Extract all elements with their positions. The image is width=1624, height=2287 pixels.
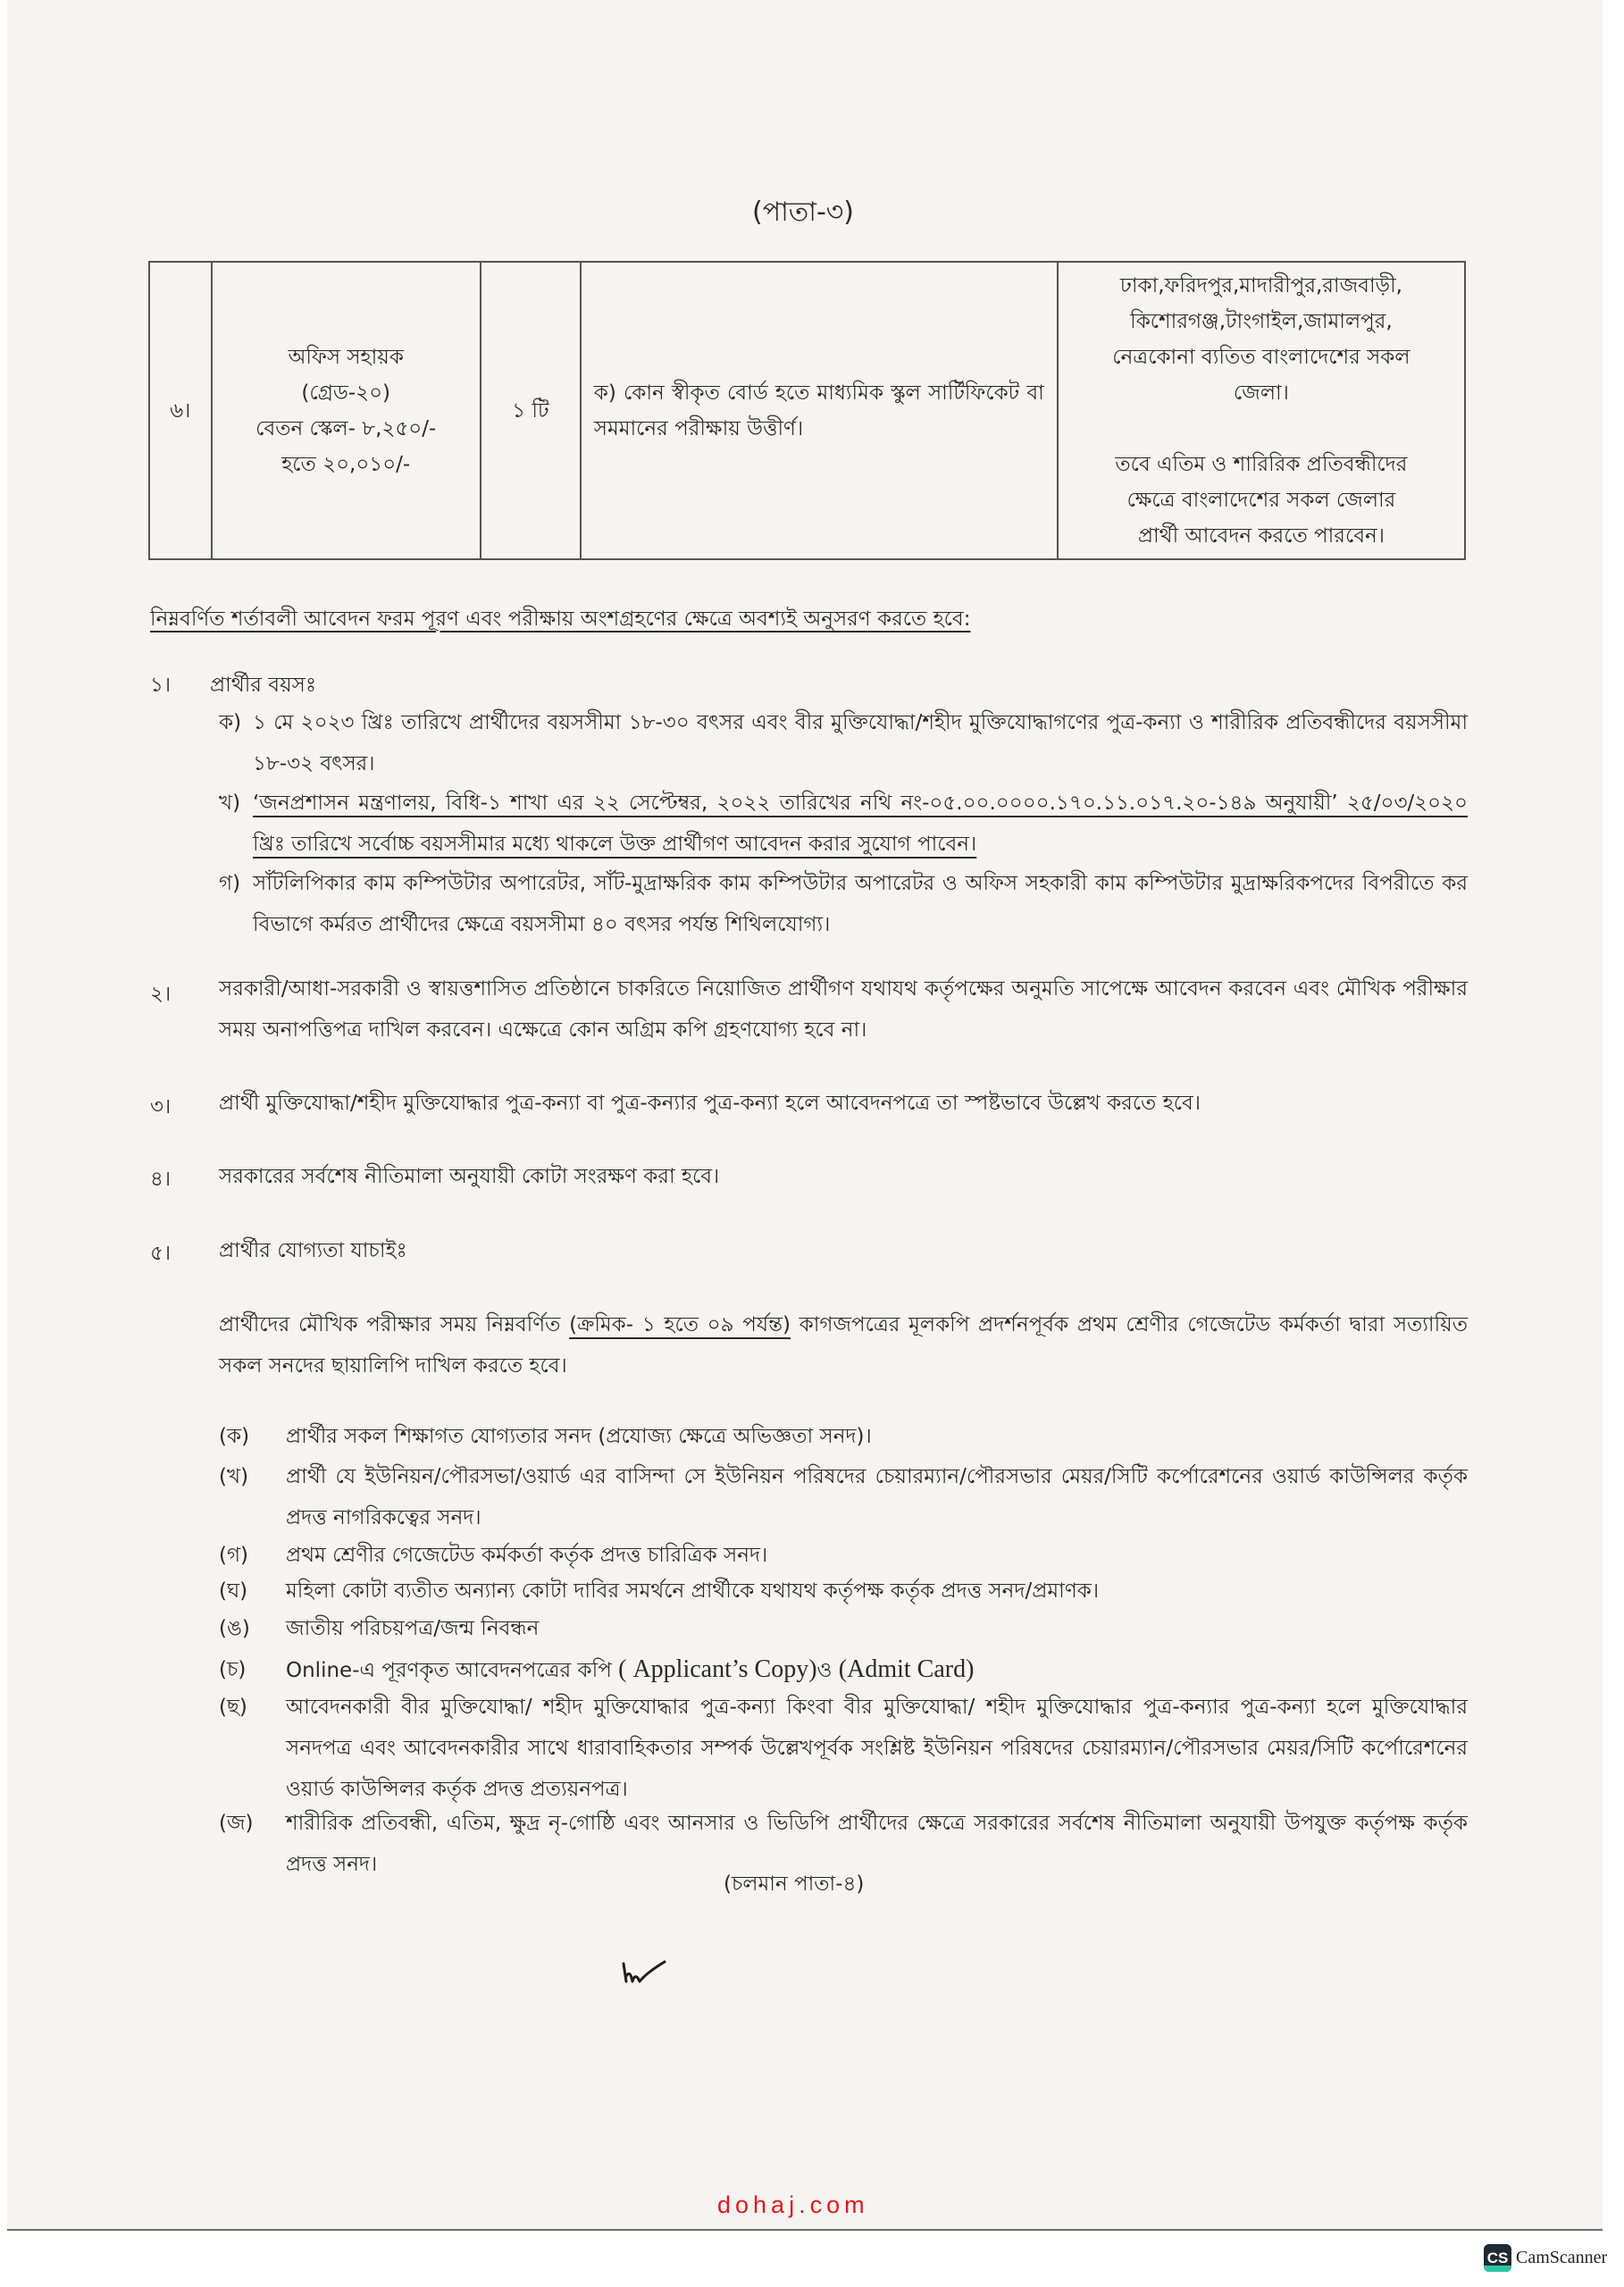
qualification-cell: ক) কোন স্বীকৃত বোর্ড হতে মাধ্যমিক স্কুল সার্টিফিকেট বা সমমানের পরীক্ষায় উত্তীর্ণ।: [581, 262, 1058, 559]
item-text: সরকারের সর্বশেষ নীতিমালা অনুযায়ী কোটা সংরক্ষণ করা হবে।: [219, 1165, 720, 1188]
doc-label: (গ): [219, 1544, 249, 1567]
doc-text-part: Online-এ পূরণকৃত আবেদনপত্রের কপি: [286, 1659, 612, 1682]
signature-mark: [616, 1956, 679, 1992]
item-number: ৪।: [150, 1168, 172, 1191]
district-line: ক্ষেত্রে বাংলাদেশের সকল জেলার: [1126, 488, 1396, 512]
doc-label: (ছ): [219, 1696, 247, 1719]
doc-label: (চ): [219, 1658, 247, 1681]
doc-label: (খ): [219, 1465, 249, 1488]
item-number: ১।: [150, 674, 172, 697]
item-number: ৩।: [150, 1095, 172, 1118]
pay-scale-line-1: বেতন স্কেল- ৮,২৫০/-: [255, 416, 437, 440]
post-cell: [212, 262, 481, 559]
district-line: ঢাকা,ফরিদপুর,মাদারীপুর,রাজবাড়ী,: [1119, 273, 1402, 297]
serial-cell: ৬।: [149, 262, 212, 559]
district-line: কিশোরগঞ্জ,টাংগাইল,জামালপুর,: [1130, 309, 1393, 333]
district-line: জেলা।: [1233, 381, 1289, 405]
sub-label: ক): [219, 711, 242, 734]
doc-text-part: ও: [816, 1659, 833, 1682]
page-number: (পাতা-৩): [752, 197, 855, 228]
doc-text: প্রথম শ্রেণীর গেজেটেড কর্মকর্তা কর্তৃক প্রদত্ত চারিত্রিক সনদ।: [286, 1544, 768, 1567]
watermark-text: dohaj.com: [717, 2191, 869, 2218]
item-intro: [219, 1304, 1468, 1386]
district-line: তবে এতিম ও শারিরিক প্রতিবন্ধীদের: [1115, 452, 1408, 476]
quantity-cell: ১ টি: [481, 262, 581, 559]
sub-item-text: সাঁটলিপিকার কাম কম্পিউটার অপারেটর, সাঁট-মুদ্রাক্ষরিক কাম কম্পিউটার অপারেটর ও অফিস সহকারী কাম কম্পিউটার মুদ্রাক্ষরিকপদের বিপরীতে কর বিভাগে কর্মরত প্রার্থীদের ক্ষেত্রে বয়সসীমা ৪০ বৎসর পর্যন্ত শিথিলযোগ্য।: [253, 872, 1468, 936]
doc-text: জাতীয় পরিচয়পত্র/জন্ম নিবন্ধন: [286, 1617, 540, 1640]
district-line: নেত্রকোনা ব্যতিত বাংলাদেশের সকল: [1112, 345, 1411, 369]
doc-text: প্রার্থীর সকল শিক্ষাগত যোগ্যতার সনদ (প্রযোজ্য ক্ষেত্রে অভিজ্ঞতা সনদ)।: [286, 1425, 872, 1448]
doc-text: আবেদনকারী বীর মুক্তিযোদ্ধা/ শহীদ মুক্তিযোদ্ধার পুত্র-কন্যা কিংবা বীর মুক্তিযোদ্ধা/ শহীদ মুক্তিযোদ্ধার পুত্র-কন্যার পুত্র-কন্যা হলে মুক্তিযোদ্ধার সনদপত্র এবং আবেদনকারীর সাথে ধারাবাহিকতার সম্পর্ক উল্লেখপূর্বক সংশ্লিষ্ট ইউনিয়ন পরিষদের চেয়ারম্যান/পৌরসভার মেয়র/সিটি কর্পোরেশনের ওয়ার্ড কাউন্সিলর কর্তৃক প্রদত্ত প্রত্যয়নপত্র।: [286, 1696, 1468, 1801]
camscanner-logo-icon: CS: [1484, 2244, 1511, 2272]
sub-item-text: ‘জনপ্রশাসন মন্ত্রণালয়, বিধি-১ শাখা এর ২২ সেপ্টেম্বর, ২০২২ তারিখের নথি নং-০৫.০০.০০০০.১৭০.১১.০১৭.২০-১৪৯ অনুযায়ী’ ২৫/০৩/২০২০ খ্রিঃ তারিখে সর্বোচ্চ বয়সসীমার মধ্যে থাকলে উক্ত প্রার্থীগণ আবেদন করার সুযোগ পাবেন।: [253, 792, 1468, 856]
district-cell: [1058, 262, 1465, 559]
doc-text: প্রার্থী যে ইউনিয়ন/পৌরসভা/ওয়ার্ড এর বাসিন্দা সে ইউনিয়ন পরিষদের চেয়ারম্যান/পৌরসভার মেয়র/সিটি কর্পোরেশনের ওয়ার্ড কাউন্সিলর কর্তৃক প্রদত্ত নাগরিকত্বের সনদ।: [286, 1465, 1468, 1529]
doc-label: (ক): [219, 1425, 250, 1448]
camscanner-badge: [1484, 2244, 1607, 2272]
doc-text: মহিলা কোটা ব্যতীত অন্যান্য কোটা দাবির সমর্থনে প্রার্থীকে যথাযথ কর্তৃপক্ষ কর্তৃক প্রদত্ত সনদ/প্রমাণক।: [286, 1579, 1100, 1603]
item-text: সরকারী/আধা-সরকারী ও স্বায়ত্তশাসিত প্রতিষ্ঠানে চাকরিতে নিয়োজিত প্রার্থীগণ যথাযথ কর্তৃপক্ষের অনুমতি সাপেক্ষে আবেদন করবেন এবং মৌখিক পরীক্ষার সময় অনাপত্তিপত্র দাখিল করবেন। এক্ষেত্রে কোন অগ্রিম কপি গ্রহণযোগ্য হবে না।: [219, 977, 1468, 1042]
sub-label: গ): [219, 872, 241, 895]
doc-label: (জ): [219, 1812, 254, 1835]
doc-text-part: (Admit Card): [838, 1655, 975, 1683]
item-text: প্রার্থী মুক্তিযোদ্ধা/শহীদ মুক্তিযোদ্ধার পুত্র-কন্যা বা পুত্র-কন্যার পুত্র-কন্যা হলে আবেদনপত্রে তা স্পষ্টভাবে উল্লেখ করতে হবে।: [219, 1092, 1201, 1115]
sub-label: খ): [219, 792, 241, 815]
table-row: [149, 262, 1465, 559]
post-name: অফিস সহায়ক: [288, 345, 404, 369]
doc-label: (ঘ): [219, 1579, 248, 1603]
doc-text-part: ( Applicant’s Copy): [618, 1655, 817, 1683]
item-title: প্রার্থীর বয়সঃ: [210, 674, 317, 697]
item-number: ২।: [150, 983, 172, 1006]
doc-label: (ঙ): [219, 1617, 250, 1640]
conditions-heading: নিম্নবর্ণিত শর্তাবলী আবেদন ফরম পূরণ এবং পরীক্ষায় অংশগ্রহণের ক্ষেত্রে অবশ্যই অনুসরণ করতে হবে:: [150, 607, 971, 631]
intro-range: (ক্রমিক- ১ হতে ০৯ পর্যন্ত): [569, 1313, 791, 1336]
post-grade: (গ্রেড-২০): [301, 381, 391, 405]
intro-text: প্রার্থীদের মৌখিক পরীক্ষার সময় নিম্নবর্ণিত: [219, 1313, 561, 1336]
item-title: প্রার্থীর যোগ্যতা যাচাইঃ: [219, 1239, 407, 1262]
intro-text: কাগজপত্রের মূলকপি প্রদর্শনপূর্বক প্রথম শ্রেণীর গেজেটেড কর্মকর্তা দ্বারা সত্যায়িত সকল সনদের ছায়ালিপি দাখিল করতে হবে।: [219, 1313, 1468, 1378]
sub-item-text: ১ মে ২০২৩ খ্রিঃ তারিখে প্রার্থীদের বয়সসীমা ১৮-৩০ বৎসর এবং বীর মুক্তিযোদ্ধা/শহীদ মুক্তিযোদ্ধাগণের পুত্র-কন্যা ও শারীরিক প্রতিবন্ধীদের বয়সসীমা ১৮-৩২ বৎসর।: [253, 711, 1468, 775]
district-line: প্রার্থী আবেদন করতে পারবেন।: [1137, 524, 1385, 548]
post-table: [148, 261, 1466, 560]
camscanner-name: CamScanner: [1516, 2248, 1608, 2267]
continued-note: (চলমান পাতা-৪): [724, 1872, 865, 1896]
item-number: ৫।: [150, 1242, 172, 1265]
spacer: [1066, 411, 1457, 447]
doc-text: [286, 1649, 1468, 1691]
doc-text: শারীরিক প্রতিবন্ধী, এতিম, ক্ষুদ্র নৃ-গোষ্ঠি এবং আনসার ও ভিডিপি প্রার্থীদের ক্ষেত্রে সরকারের সর্বশেষ নীতিমালা অনুযায়ী উপযুক্ত কর্তৃপক্ষ কর্তৃক প্রদত্ত সনদ।: [286, 1812, 1468, 1876]
pay-scale-line-2: হতে ২০,০১০/-: [281, 452, 411, 476]
